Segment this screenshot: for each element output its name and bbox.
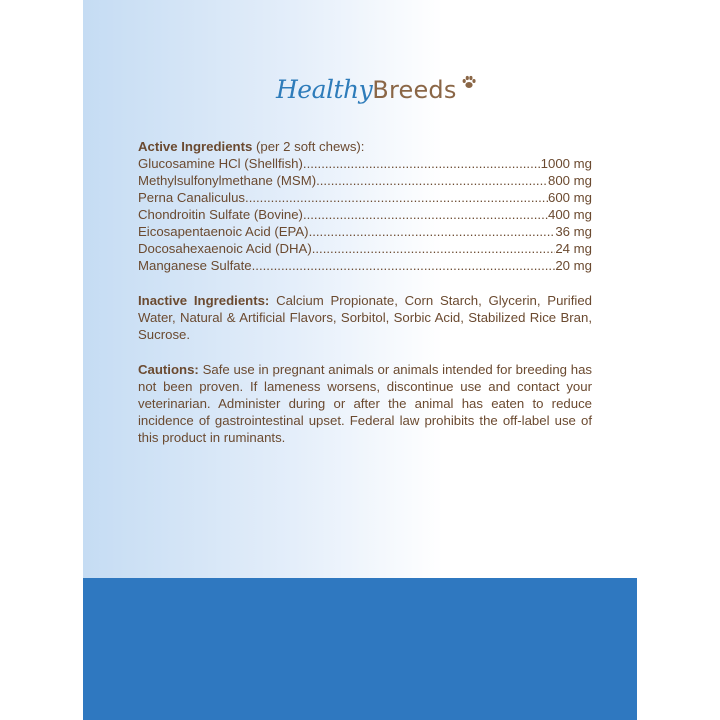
dot-leader bbox=[309, 223, 556, 240]
ingredient-name: Glucosamine HCl (Shellfish) bbox=[138, 156, 303, 171]
active-ingredients-title: Active Ingredients bbox=[138, 139, 253, 154]
footer-color-band bbox=[83, 578, 637, 720]
dot-leader bbox=[252, 257, 556, 274]
active-ingredients-subtitle: (per 2 soft chews): bbox=[256, 139, 365, 154]
ingredient-name: Manganese Sulfate bbox=[138, 258, 252, 273]
dot-leader bbox=[245, 189, 548, 206]
ingredient-amount: 600 mg bbox=[548, 190, 592, 205]
section-spacer bbox=[138, 274, 592, 292]
ingredient-amount: 24 mg bbox=[555, 241, 592, 256]
cautions-paragraph bbox=[138, 361, 592, 446]
label-panel bbox=[83, 0, 637, 720]
active-ingredients-heading bbox=[138, 138, 592, 155]
inactive-ingredients-heading: Inactive Ingredients: bbox=[138, 293, 270, 308]
cautions-text: Safe use in pregnant animals or animals intended for breeding has not been proven. If lameness worsens, discontinue use and contact your veterinarian. Administer during or after the animal has eaten to reduce incidence of gastrointestinal upset. Federal law prohibits the off-label use of this product in ruminants. bbox=[138, 362, 593, 445]
ingredient-row bbox=[138, 257, 592, 274]
ingredient-name: Perna Canaliculus bbox=[138, 190, 246, 205]
brand-logo bbox=[276, 64, 477, 104]
dot-leader bbox=[312, 240, 556, 257]
brand-name-healthy: Healthy bbox=[276, 75, 373, 104]
ingredient-row bbox=[138, 223, 592, 240]
ingredient-row bbox=[138, 189, 592, 206]
inactive-ingredients-paragraph bbox=[138, 292, 592, 343]
inactive-ingredients-text: Calcium Propionate, Corn Starch, Glycerin, Purified Water, Natural & Artificial Flavors, Sorbitol, Sorbic Acid, Stabilized Rice Bran, Sucrose. bbox=[138, 293, 592, 342]
dot-leader bbox=[303, 206, 548, 223]
paw-icon bbox=[461, 74, 477, 90]
section-spacer bbox=[138, 343, 592, 361]
ingredient-name: Eicosapentaenoic Acid (EPA) bbox=[138, 224, 309, 239]
ingredient-amount: 400 mg bbox=[548, 207, 592, 222]
dot-leader bbox=[316, 172, 548, 189]
ingredient-amount: 20 mg bbox=[555, 258, 592, 273]
cautions-heading: Cautions: bbox=[138, 362, 199, 377]
ingredient-amount: 1000 mg bbox=[540, 156, 592, 171]
ingredient-row bbox=[138, 172, 592, 189]
ingredient-row bbox=[138, 155, 592, 172]
ingredient-amount: 800 mg bbox=[548, 173, 592, 188]
dot-leader bbox=[303, 155, 541, 172]
ingredient-amount: 36 mg bbox=[555, 224, 592, 239]
ingredient-name: Methylsulfonylmethane (MSM) bbox=[138, 173, 317, 188]
label-content bbox=[138, 138, 592, 446]
ingredient-name: Chondroitin Sulfate (Bovine) bbox=[138, 207, 303, 222]
ingredient-name: Docosahexaenoic Acid (DHA) bbox=[138, 241, 312, 256]
ingredient-row bbox=[138, 240, 592, 257]
brand-name-breeds: Breeds bbox=[372, 76, 457, 104]
ingredient-row bbox=[138, 206, 592, 223]
